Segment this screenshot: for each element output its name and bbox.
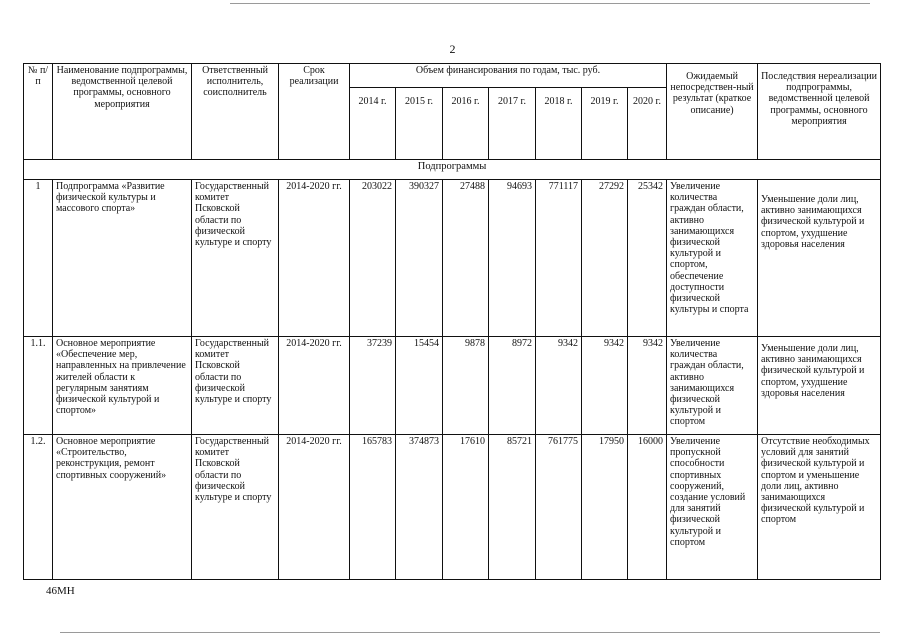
row-value-2018: 761775 <box>536 435 582 580</box>
row-value-2017: 8972 <box>489 337 536 435</box>
row-value-2018: 771117 <box>536 180 582 337</box>
header-financing: Объем финансирования по годам, тыс. руб. <box>350 64 667 88</box>
header-consequences: Последствия нереализации подпрограммы, ведомственной целевой программы, основного мероприятия <box>758 64 881 160</box>
row-executor: Государственный комитет Псковской области по физической культуре и спорту <box>192 337 279 435</box>
row-value-2019: 27292 <box>582 180 628 337</box>
row-value-2014: 37239 <box>350 337 396 435</box>
row-name: Основное мероприятие «Обеспечение мер, направленных на привлечение жителей области к регулярным занятиям физической культурой и спортом» <box>53 337 192 435</box>
row-value-2020: 9342 <box>628 337 667 435</box>
scan-artifact-bottom <box>60 632 880 633</box>
page-number: 2 <box>449 42 456 56</box>
row-consequences: Уменьшение доли лиц, активно занимающихся физической культурой и спортом, ухудшение здоровья населения <box>758 337 881 435</box>
row-value-2020: 25342 <box>628 180 667 337</box>
row-name: Подпрограмма «Развитие физической культуры и массового спорта» <box>53 180 192 337</box>
row-value-2016: 27488 <box>443 180 489 337</box>
header-year: 2016 г. <box>443 88 489 160</box>
row-consequences: Отсутствие необходимых условий для занятий физической культурой и спортом и уменьшение доли лиц, активно занимающихся физической культурой и спортом <box>758 435 881 580</box>
row-result: Увеличение пропускной способности спортивных сооружений, создание условий для занятий физической культурой и спортом <box>667 435 758 580</box>
row-term: 2014-2020 гг. <box>279 435 350 580</box>
row-value-2019: 17950 <box>582 435 628 580</box>
header-year: 2014 г. <box>350 88 396 160</box>
row-value-2015: 15454 <box>396 337 443 435</box>
header-result: Ожидаемый непосредствен-ный результат (краткое описание) <box>667 64 758 160</box>
table-row <box>24 435 881 580</box>
header-year: 2017 г. <box>489 88 536 160</box>
row-value-2015: 390327 <box>396 180 443 337</box>
scan-artifact-top <box>230 3 870 4</box>
row-value-2019: 9342 <box>582 337 628 435</box>
row-num: 1 <box>24 180 53 337</box>
row-num: 1.1. <box>24 337 53 435</box>
row-num: 1.2. <box>24 435 53 580</box>
header-row <box>24 64 881 88</box>
row-executor: Государственный комитет Псковской области по физической культуре и спорту <box>192 435 279 580</box>
header-year: 2019 г. <box>582 88 628 160</box>
row-value-2017: 94693 <box>489 180 536 337</box>
header-term: Срок реализации <box>279 64 350 160</box>
row-value-2016: 9878 <box>443 337 489 435</box>
row-executor: Государственный комитет Псковской области по физической культуре и спорту <box>192 180 279 337</box>
row-value-2016: 17610 <box>443 435 489 580</box>
row-value-2017: 85721 <box>489 435 536 580</box>
header-executor: Ответственный исполнитель, соисполнитель <box>192 64 279 160</box>
header-num: № п/п <box>24 64 53 160</box>
row-term: 2014-2020 гг. <box>279 337 350 435</box>
row-name: Основное мероприятие «Строительство, реконструкция, ремонт спортивных сооружений» <box>53 435 192 580</box>
section-row <box>24 160 881 180</box>
row-result: Увеличение количества граждан области, активно занимающихся физической культурой и спортом <box>667 337 758 435</box>
table-row <box>24 180 881 337</box>
row-term: 2014-2020 гг. <box>279 180 350 337</box>
row-consequences: Уменьшение доли лиц, активно занимающихся физической культурой и спортом, ухудшение здоровья населения <box>758 180 881 337</box>
row-value-2014: 165783 <box>350 435 396 580</box>
row-value-2015: 374873 <box>396 435 443 580</box>
footer-code: 46МН <box>46 585 75 597</box>
row-value-2018: 9342 <box>536 337 582 435</box>
table-row <box>24 337 881 435</box>
header-year: 2020 г. <box>628 88 667 160</box>
program-table <box>23 63 881 580</box>
row-value-2014: 203022 <box>350 180 396 337</box>
row-value-2020: 16000 <box>628 435 667 580</box>
section-title: Подпрограммы <box>24 160 881 180</box>
header-year: 2015 г. <box>396 88 443 160</box>
header-name: Наименование подпрограммы, ведомственной целевой программы, основного мероприятия <box>53 64 192 160</box>
row-result: Увеличение количества граждан области, активно занимающихся физической культурой и спортом, обеспечение доступности физической культуры и спорта <box>667 180 758 337</box>
header-year: 2018 г. <box>536 88 582 160</box>
